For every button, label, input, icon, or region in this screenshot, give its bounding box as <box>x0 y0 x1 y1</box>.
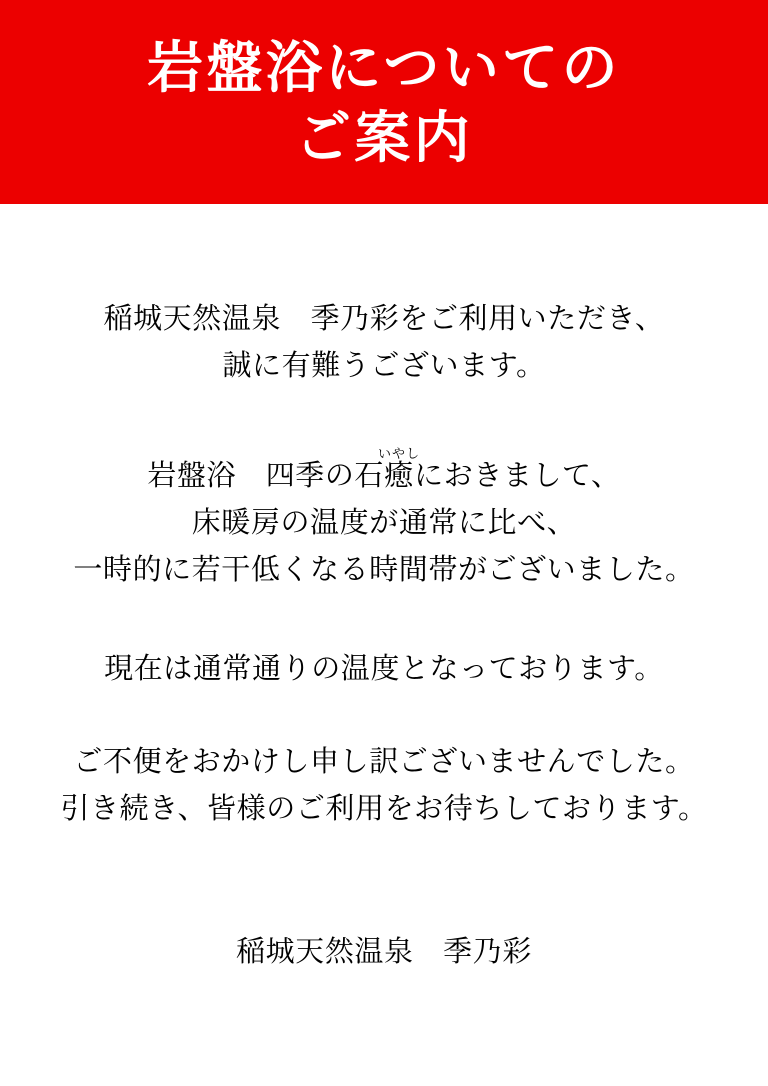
header-title-line-2: ご案内 <box>294 108 474 170</box>
header-title-line-1: 岩盤浴についての <box>147 38 621 100</box>
header-banner <box>0 0 768 204</box>
ruby-iyashi <box>378 445 421 492</box>
incident-line-2: 床暖房の温度が通常に比べ、 <box>191 506 577 539</box>
incident-line-1 <box>28 446 740 500</box>
apology-line-2: 引き続き、皆様のご利用をお待ちしております。 <box>60 792 708 825</box>
paragraph-greeting <box>28 296 740 390</box>
paragraph-incident <box>28 446 740 594</box>
notice-body <box>0 204 768 1086</box>
greeting-line-1: 稲城天然温泉 季乃彩をご利用いただき、 <box>103 303 665 335</box>
greeting-line-2: 誠に有難うございます。 <box>222 349 546 382</box>
signature: 稲城天然温泉 季乃彩 <box>236 935 532 968</box>
apology-line-1: ご不便をおかけし申し訳ございませんでした。 <box>73 745 695 778</box>
incident-line-1-suffix: におきまして、 <box>414 459 621 492</box>
ruby-reading: いやし <box>378 445 421 461</box>
incident-line-1-prefix: 岩盤浴 四季の石 <box>147 459 385 492</box>
paragraph-apology <box>28 739 740 833</box>
current-status-line-1: 現在は通常通りの温度となっております。 <box>104 652 664 685</box>
ruby-base: 癒 <box>378 459 421 492</box>
incident-line-3: 一時的に若干低くなる時間帯がございました。 <box>73 553 695 586</box>
paragraph-current-status <box>28 646 740 693</box>
